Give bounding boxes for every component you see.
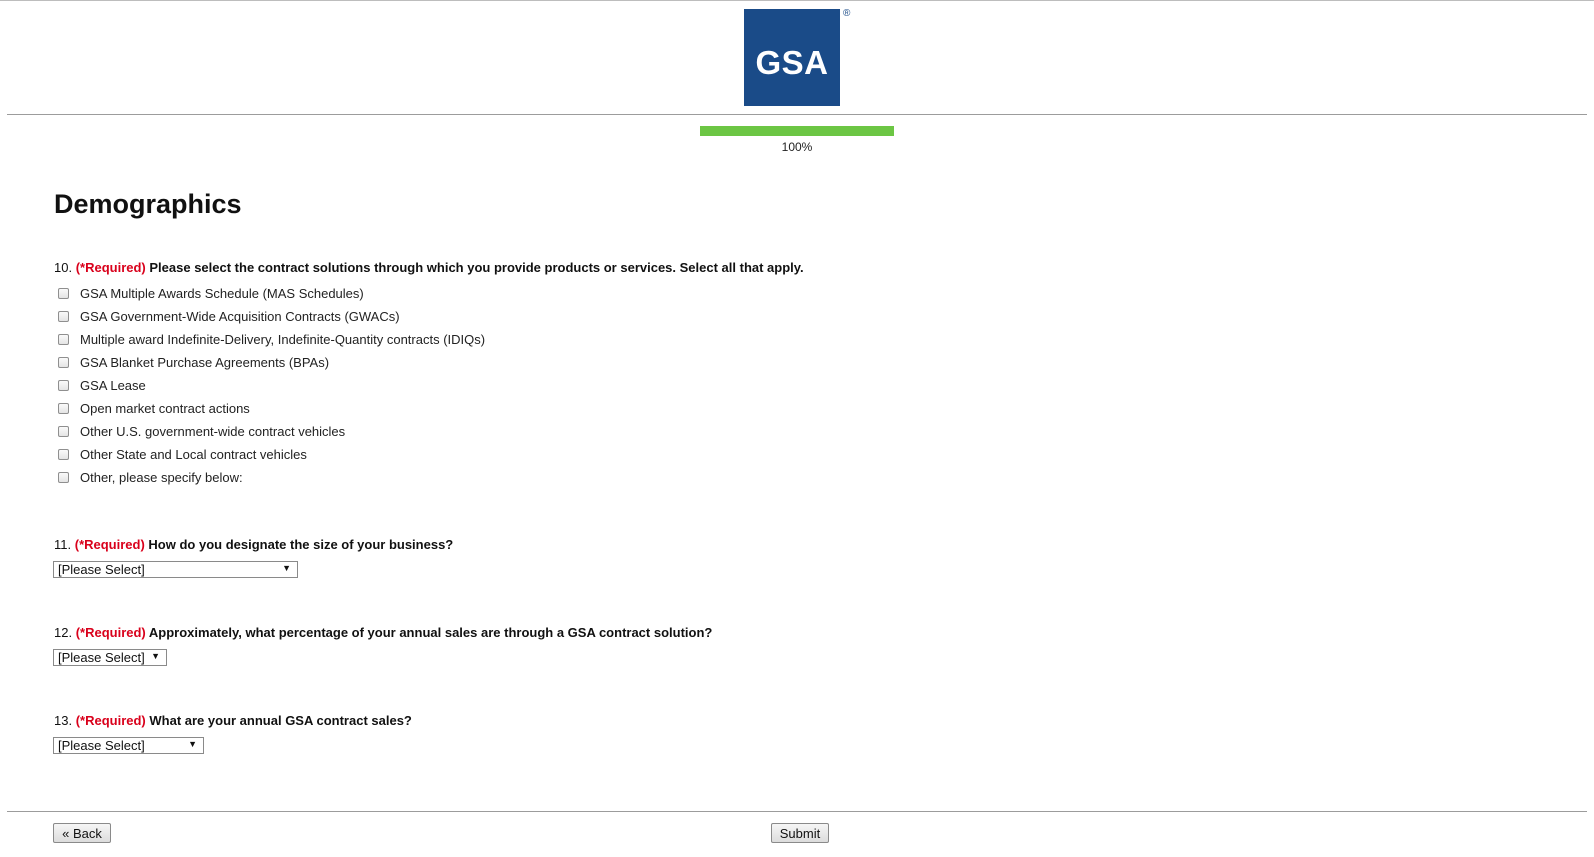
required-marker: (*Required) (74, 537, 145, 552)
option-label: Open market contract actions (80, 400, 250, 416)
checkbox[interactable] (58, 288, 69, 299)
required-marker: (*Required) (75, 260, 146, 275)
select-value: [Please Select] (58, 650, 145, 665)
checkbox[interactable] (58, 380, 69, 391)
question-text: Approximately, what percentage of your annual sales are through a GSA contract solution? (148, 625, 713, 640)
option-label: GSA Blanket Purchase Agreements (BPAs) (80, 354, 330, 370)
required-marker: (*Required) (75, 625, 146, 640)
checkbox[interactable] (58, 472, 69, 483)
question-number: 11. (54, 537, 72, 552)
option-open-market[interactable] (58, 399, 250, 417)
option-idiqs[interactable] (58, 330, 485, 348)
header-divider (7, 114, 1587, 115)
registered-mark: ® (843, 8, 851, 19)
checkbox[interactable] (58, 357, 69, 368)
checkbox[interactable] (58, 334, 69, 345)
dropdown-arrow-icon: ▼ (151, 651, 160, 661)
gsa-logo-text: GSA (755, 43, 829, 81)
option-label: GSA Multiple Awards Schedule (MAS Schedules) (80, 285, 364, 301)
question-13 (54, 713, 412, 728)
checkbox[interactable] (58, 449, 69, 460)
option-other-us-government[interactable] (58, 422, 345, 440)
gsa-logo (744, 9, 840, 106)
question-text: Please select the contract solutions through which you provide products or services. Select all that apply. (149, 260, 804, 275)
question-number: 13. (54, 713, 73, 728)
back-button[interactable]: « Back (53, 823, 111, 843)
progress-label: 100% (781, 140, 813, 154)
option-label: GSA Lease (80, 377, 146, 393)
option-gsa-lease[interactable] (58, 376, 146, 394)
select-value: [Please Select] (58, 562, 145, 577)
option-mas-schedules[interactable] (58, 284, 364, 302)
option-gwacs[interactable] (58, 307, 400, 325)
progress-bar (700, 126, 894, 136)
submit-button[interactable]: Submit (771, 823, 829, 843)
footer-divider (7, 811, 1587, 812)
annual-sales-select[interactable] (53, 737, 204, 754)
checkbox[interactable] (58, 426, 69, 437)
page-title: Demographics (54, 189, 242, 219)
top-divider (0, 0, 1594, 1)
question-text: What are your annual GSA contract sales? (149, 713, 412, 728)
question-12 (54, 625, 712, 640)
question-11 (54, 537, 453, 552)
option-bpas[interactable] (58, 353, 329, 371)
checkbox[interactable] (58, 403, 69, 414)
select-value: [Please Select] (58, 738, 145, 753)
checkbox[interactable] (58, 311, 69, 322)
question-text: How do you designate the size of your business? (148, 537, 454, 552)
dropdown-arrow-icon: ▼ (188, 739, 197, 749)
business-size-select[interactable] (53, 561, 298, 578)
dropdown-arrow-icon: ▼ (282, 563, 291, 573)
option-label: Other State and Local contract vehicles (80, 446, 307, 462)
required-marker: (*Required) (75, 713, 146, 728)
question-number: 10. (54, 260, 73, 275)
option-label: Multiple award Indefinite-Delivery, Indefinite-Quantity contracts (IDIQs) (80, 331, 486, 347)
question-10 (54, 260, 804, 275)
option-other-state-local[interactable] (58, 445, 307, 463)
option-label: Other U.S. government-wide contract vehicles (80, 423, 346, 439)
question-number: 12. (54, 625, 73, 640)
option-label: Other, please specify below: (80, 469, 243, 485)
option-other-specify[interactable] (58, 468, 243, 486)
sales-percentage-select[interactable] (53, 649, 167, 666)
progress-fill (700, 126, 894, 136)
option-label: GSA Government-Wide Acquisition Contracts (GWACs) (80, 308, 400, 324)
